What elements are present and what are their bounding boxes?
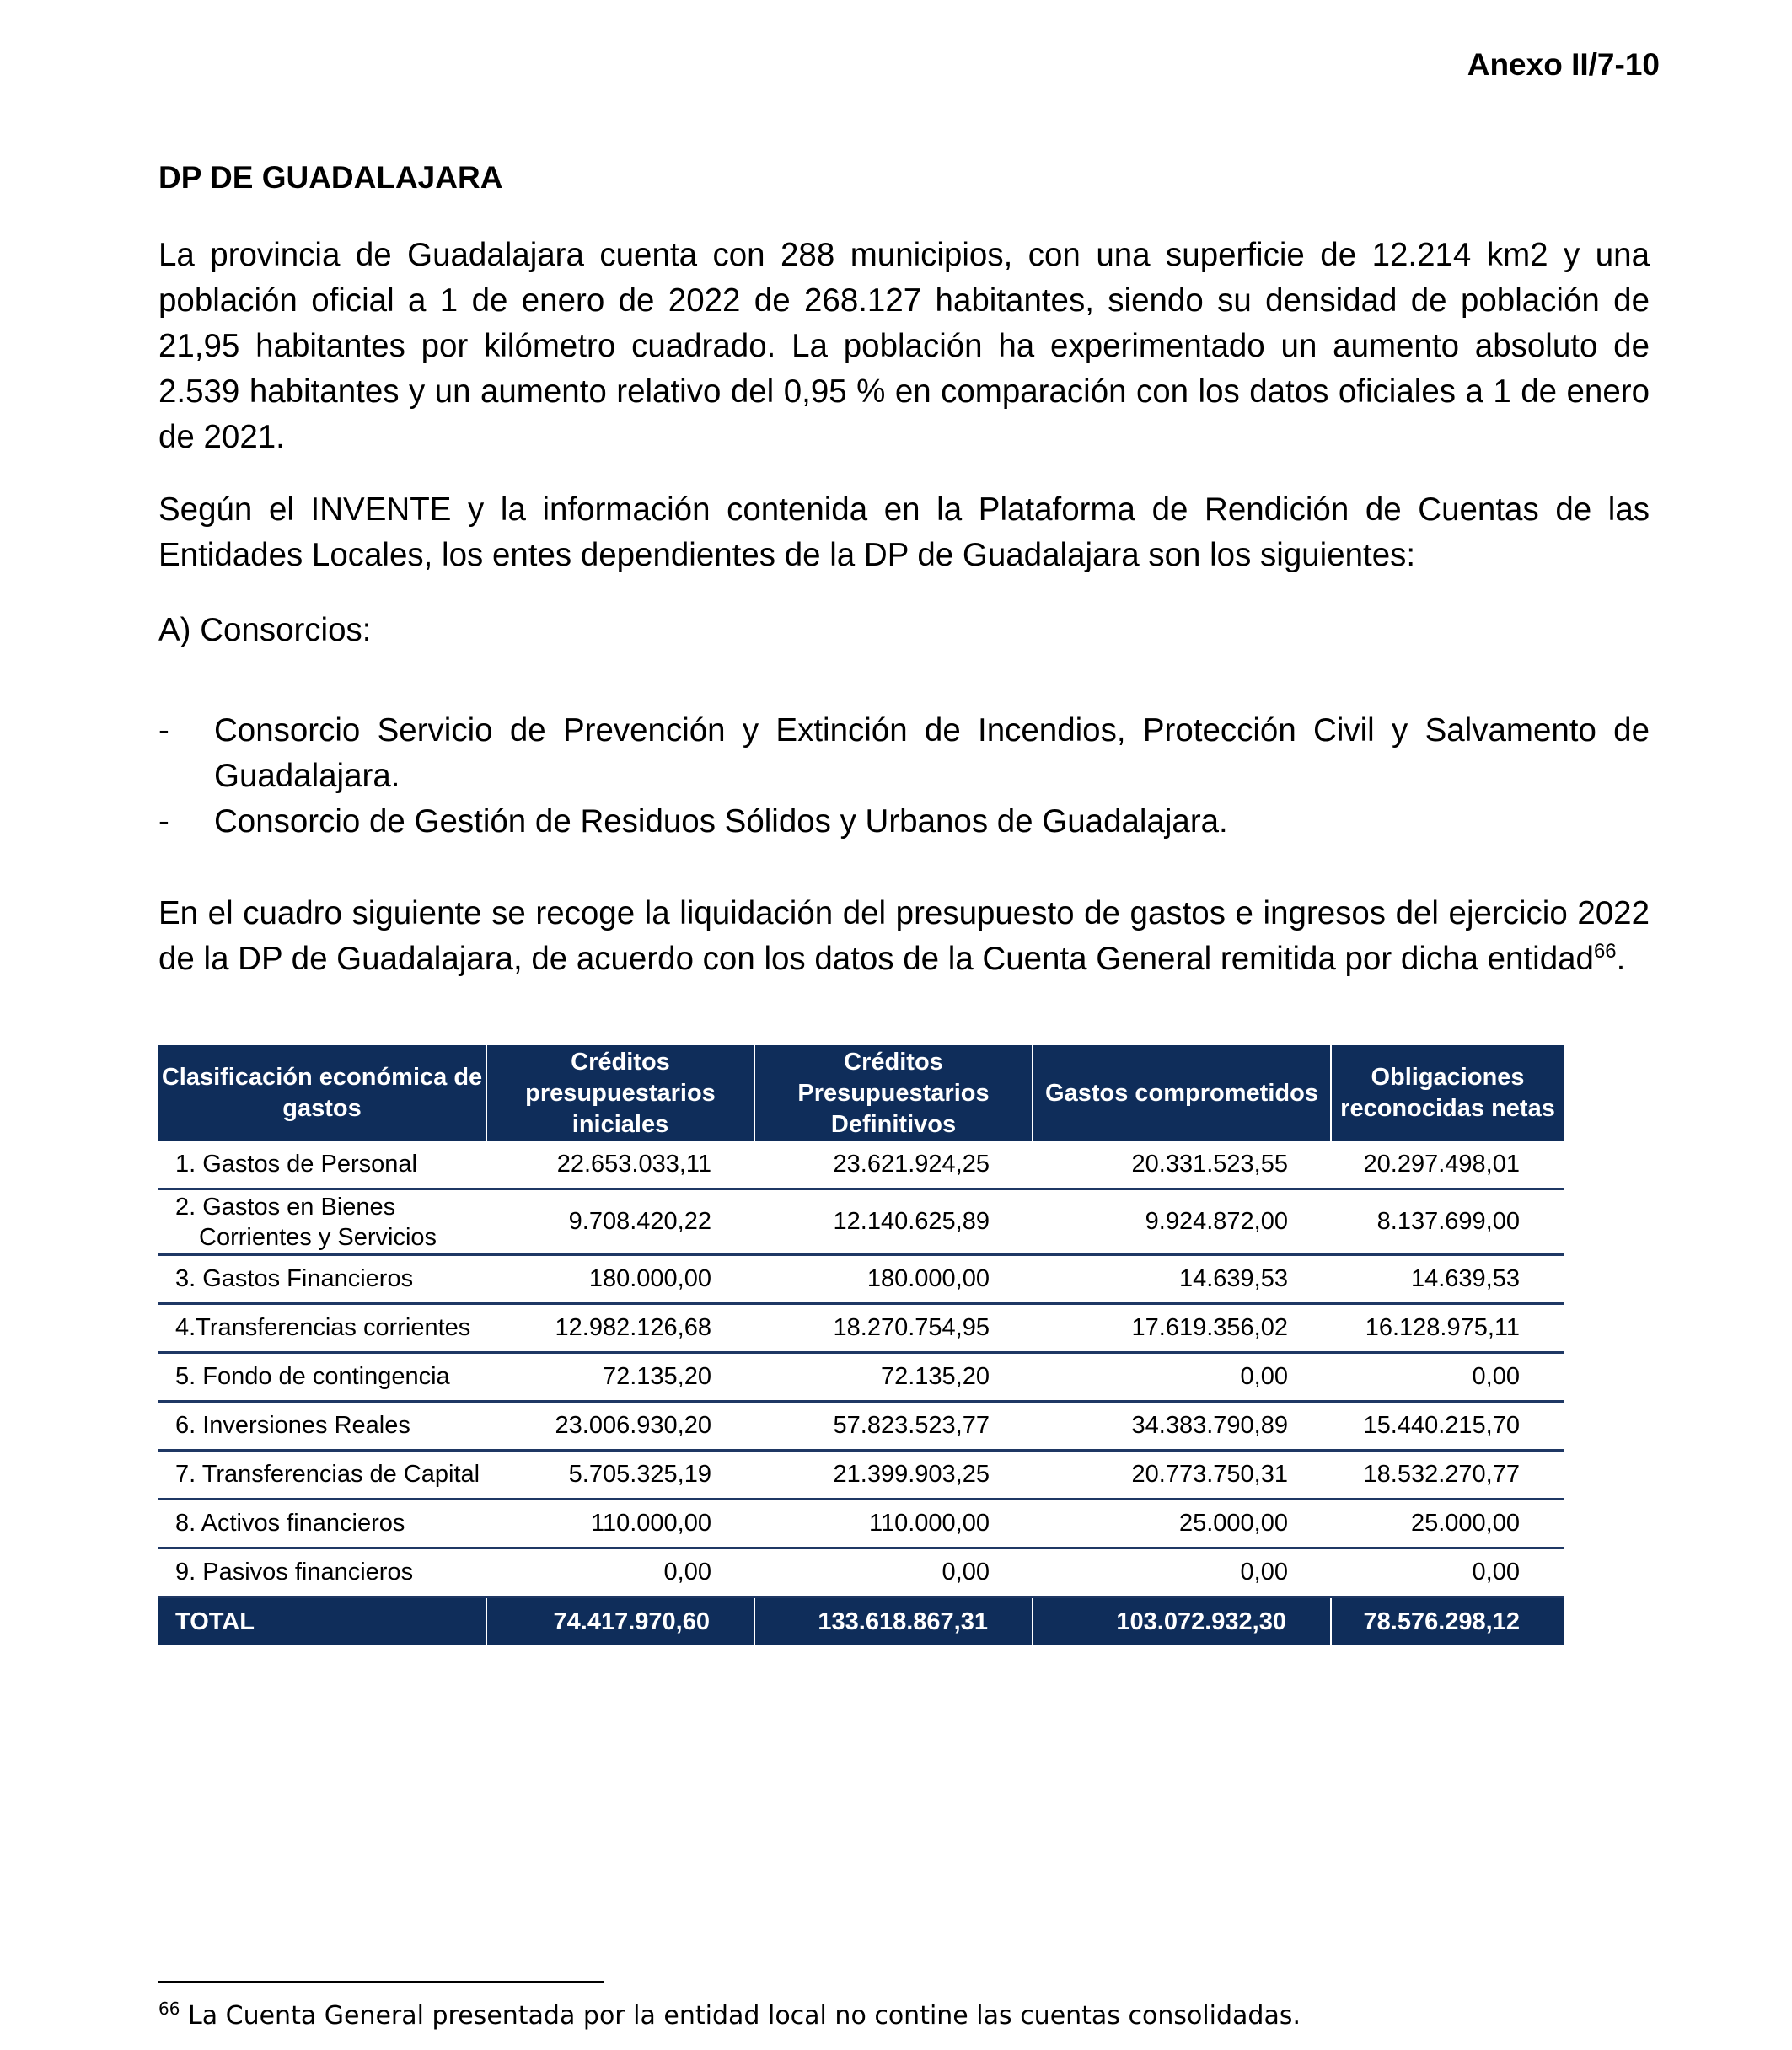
table-row bbox=[158, 1190, 1564, 1256]
row-label-line-1: 2. Gastos en Bienes bbox=[175, 1193, 396, 1221]
paragraph-consortia-heading: A) Consorcios: bbox=[158, 612, 372, 648]
row-label bbox=[158, 1192, 487, 1253]
row-label: 3. Gastos Financieros bbox=[175, 1265, 414, 1292]
table-intro-text: En el cuadro siguiente se recoge la liquidación del presupuesto de gastos e ingresos del ejercicio 2022 de la DP de Guadalajara, de acuerdo con los datos de la Cuenta General remitida por dicha entidad bbox=[158, 895, 1650, 977]
total-obligations: 78.576.298,12 bbox=[1363, 1607, 1520, 1635]
cell-initial-credits: 5.705.325,19 bbox=[568, 1461, 711, 1488]
annex-label: Anexo II/7-10 bbox=[1467, 47, 1660, 82]
cell-obligations: 25.000,00 bbox=[1410, 1510, 1520, 1537]
footnote-number: 66 bbox=[158, 1999, 180, 2019]
row-label: 9. Pasivos financieros bbox=[175, 1559, 414, 1586]
cell-committed: 9.924.872,00 bbox=[1145, 1208, 1288, 1235]
footnote bbox=[158, 2001, 1301, 2031]
cell-initial-credits: 9.708.420,22 bbox=[568, 1208, 711, 1235]
footnote-text: La Cuenta General presentada por la entidad local no contine las cuentas consolidadas. bbox=[188, 2001, 1301, 2031]
cell-obligations: 16.128.975,11 bbox=[1365, 1314, 1520, 1341]
cell-initial-credits: 110.000,00 bbox=[591, 1510, 711, 1537]
cell-committed: 14.639,53 bbox=[1178, 1265, 1288, 1292]
table-intro-end: . bbox=[1616, 941, 1626, 977]
cell-final-credits: 21.399.903,25 bbox=[833, 1461, 990, 1488]
cell-committed: 17.619.356,02 bbox=[1131, 1314, 1288, 1341]
table-row bbox=[158, 1452, 1564, 1500]
column-header-final-credits: Créditos Presupuestarios Definitivos bbox=[755, 1045, 1033, 1141]
consortia-list bbox=[158, 708, 1650, 845]
cell-initial-credits: 72.135,20 bbox=[602, 1363, 711, 1390]
list-item bbox=[158, 708, 1650, 799]
cell-final-credits: 72.135,20 bbox=[880, 1363, 990, 1390]
cell-committed: 20.773.750,31 bbox=[1131, 1461, 1288, 1488]
table-total-row bbox=[158, 1598, 1564, 1645]
list-dash: - bbox=[158, 803, 169, 840]
table-row bbox=[158, 1500, 1564, 1549]
total-committed: 103.072.932,30 bbox=[1033, 1598, 1332, 1645]
cell-initial-credits: 22.653.033,11 bbox=[556, 1151, 711, 1178]
table-row bbox=[158, 1549, 1564, 1598]
cell-committed: 20.331.523,55 bbox=[1131, 1151, 1288, 1178]
table-row bbox=[158, 1354, 1564, 1403]
cell-final-credits: 18.270.754,95 bbox=[833, 1314, 990, 1341]
column-header-classification: Clasificación económica de gastos bbox=[158, 1045, 487, 1141]
expenditure-table bbox=[158, 1045, 1564, 1645]
cell-initial-credits: 180.000,00 bbox=[588, 1265, 711, 1292]
cell-obligations: 0,00 bbox=[1472, 1559, 1520, 1586]
table-row bbox=[158, 1256, 1564, 1305]
cell-committed: 0,00 bbox=[1240, 1559, 1288, 1586]
cell-initial-credits: 0,00 bbox=[663, 1559, 711, 1586]
list-item-text: Consorcio de Gestión de Residuos Sólidos y Urbanos de Guadalajara. bbox=[214, 803, 1228, 840]
cell-committed: 0,00 bbox=[1240, 1363, 1288, 1390]
table-row bbox=[158, 1403, 1564, 1452]
cell-final-credits: 180.000,00 bbox=[866, 1265, 990, 1292]
paragraph-population: La provincia de Guadalajara cuenta con 288 municipios, con una superficie de 12.214 km2 y una población oficial a 1 de enero de 2022 de 268.127 habitantes, siendo su densidad de población de 21,95 habitantes por kilómetro cuadrado. La población ha experimentado un aumento absoluto de 2.539 habitantes y un aumento relativo del 0,95 % en comparación con los datos oficiales a 1 de enero de 2021. bbox=[158, 237, 1650, 455]
footnote-reference[interactable]: 66 bbox=[1593, 940, 1617, 963]
cell-committed: 34.383.790,89 bbox=[1131, 1412, 1288, 1439]
cell-initial-credits: 23.006.930,20 bbox=[555, 1412, 711, 1439]
row-label: 1. Gastos de Personal bbox=[175, 1151, 417, 1178]
column-header-committed-expenses: Gastos comprometidos bbox=[1033, 1045, 1332, 1141]
column-header-initial-credits: Créditos presupuestarios iniciales bbox=[487, 1045, 755, 1141]
row-label: 6. Inversiones Reales bbox=[175, 1412, 410, 1439]
column-header-net-obligations: Obligaciones reconocidas netas bbox=[1340, 1064, 1555, 1122]
footnote-separator bbox=[158, 1981, 604, 1983]
list-dash: - bbox=[158, 712, 169, 749]
table-header-row bbox=[158, 1045, 1564, 1141]
page-title: DP DE GUADALAJARA bbox=[158, 160, 503, 195]
cell-obligations: 15.440.215,70 bbox=[1363, 1412, 1520, 1439]
paragraph-table-intro bbox=[158, 891, 1650, 982]
row-label: 5. Fondo de contingencia bbox=[175, 1363, 450, 1390]
total-label: TOTAL bbox=[158, 1598, 487, 1645]
cell-committed: 25.000,00 bbox=[1178, 1510, 1288, 1537]
row-label: 7. Transferencias de Capital bbox=[175, 1461, 480, 1488]
paragraph-dependent-entities: Según el INVENTE y la información contenida en la Plataforma de Rendición de Cuentas de las Entidades Locales, los entes dependientes de la DP de Guadalajara son los siguientes: bbox=[158, 491, 1650, 573]
row-label: 8. Activos financieros bbox=[175, 1510, 405, 1537]
list-item-text: Consorcio Servicio de Prevención y Extinción de Incendios, Protección Civil y Salvamento de Guadalajara. bbox=[214, 712, 1650, 794]
cell-final-credits: 57.823.523,77 bbox=[833, 1412, 990, 1439]
cell-final-credits: 110.000,00 bbox=[869, 1510, 990, 1537]
cell-obligations: 18.532.270,77 bbox=[1363, 1461, 1520, 1488]
table-row bbox=[158, 1305, 1564, 1354]
row-label: 4.Transferencias corrientes bbox=[175, 1314, 471, 1341]
cell-initial-credits: 12.982.126,68 bbox=[555, 1314, 711, 1341]
cell-final-credits: 23.621.924,25 bbox=[833, 1151, 990, 1178]
cell-obligations: 0,00 bbox=[1472, 1363, 1520, 1390]
cell-final-credits: 0,00 bbox=[942, 1559, 990, 1586]
cell-final-credits: 12.140.625,89 bbox=[833, 1208, 990, 1235]
list-item bbox=[158, 799, 1650, 845]
cell-obligations: 14.639,53 bbox=[1410, 1265, 1520, 1292]
cell-obligations: 20.297.498,01 bbox=[1363, 1151, 1520, 1178]
cell-obligations: 8.137.699,00 bbox=[1376, 1208, 1520, 1235]
total-final-credits: 133.618.867,31 bbox=[755, 1598, 1033, 1645]
row-label-line-2: Corrientes y Servicios bbox=[199, 1223, 437, 1251]
table-row bbox=[158, 1141, 1564, 1190]
total-initial-credits: 74.417.970,60 bbox=[487, 1598, 755, 1645]
